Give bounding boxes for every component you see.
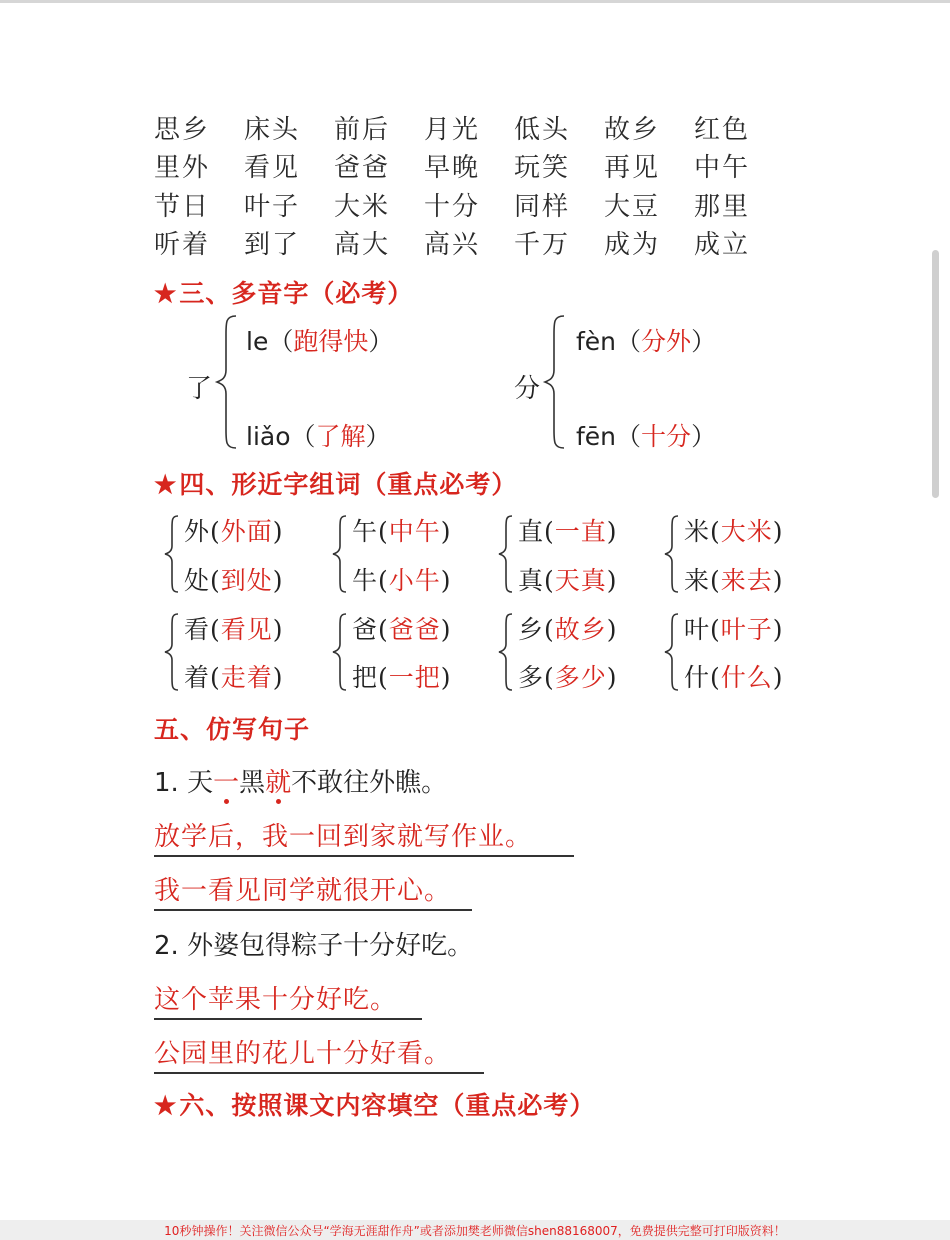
example-word: 多少: [554, 663, 607, 692]
section3-title: 三、多音字（必考）: [179, 279, 414, 308]
word-row: [154, 147, 784, 186]
word-cell: 高兴: [424, 230, 481, 261]
similar-char: 处: [184, 566, 211, 595]
sentence-text: 不敢往外瞧。: [291, 768, 448, 798]
example-word: 什么: [720, 663, 773, 692]
word-cell: 看见: [244, 153, 301, 184]
word-cell: 十分: [424, 191, 481, 222]
word-cell: 那里: [694, 191, 751, 222]
similar-char-item: 看(看见): [184, 615, 284, 644]
word-cell: 大豆: [604, 191, 661, 222]
similar-char-item: 外(外面): [184, 517, 284, 546]
word-row: [154, 108, 784, 147]
word-cell: 叶子: [244, 191, 301, 222]
similar-char-item: 来(来去): [684, 566, 784, 595]
example-word: 到处: [220, 566, 273, 595]
word-cell: 前后: [334, 114, 391, 145]
paren: ）: [365, 422, 391, 451]
section3-heading: [154, 274, 413, 310]
similar-char-item: 午(中午): [352, 517, 452, 546]
example-word: 十分: [641, 422, 692, 451]
sentence-number: 1.: [154, 768, 179, 798]
example-word: 小牛: [388, 566, 441, 595]
example-sentence-2: [154, 925, 473, 962]
word-cell: 同样: [514, 191, 571, 222]
similar-char: 爸: [352, 615, 379, 644]
example-word: 中午: [388, 517, 441, 546]
star-icon: ★: [154, 279, 178, 308]
similar-char: 午: [352, 517, 379, 546]
sentence-text: 天: [187, 768, 214, 798]
similar-char: 叶: [684, 615, 711, 644]
top-divider: [0, 0, 950, 3]
paren: ）: [691, 422, 717, 451]
paren: （: [616, 327, 642, 356]
similar-char: 直: [518, 517, 545, 546]
similar-char: 多: [518, 663, 545, 692]
similar-char-item: 叶(叶子): [684, 615, 784, 644]
word-cell: 床头: [244, 114, 301, 145]
paren: （: [290, 422, 316, 451]
similar-char-item: 爸(爸爸): [352, 615, 452, 644]
sentence-text: 外婆包得粽子十分好吃。: [187, 931, 474, 961]
similar-char: 牛: [352, 566, 379, 595]
pinyin: fèn: [576, 327, 617, 356]
similar-char: 米: [684, 517, 711, 546]
example-word: 外面: [220, 517, 273, 546]
example-word: 分外: [641, 327, 692, 356]
example-word: 爸爸: [388, 615, 441, 644]
pinyin-item: [246, 322, 393, 358]
curly-brace: [214, 314, 240, 450]
similar-char-item: 米(大米): [684, 517, 784, 546]
example-word: 走着: [220, 663, 273, 692]
similar-char-item: 处(到处): [184, 566, 284, 595]
curly-brace: [542, 314, 568, 450]
word-cell: 大米: [334, 191, 391, 222]
example-word: 一直: [554, 517, 607, 546]
curly-brace: [496, 612, 514, 692]
paren: ）: [368, 327, 394, 356]
polyphone-char: 了: [186, 374, 213, 404]
emphasis-word: 就: [265, 768, 292, 798]
sentence-text: 黑: [239, 768, 266, 798]
similar-char-item: 直(一直): [518, 517, 618, 546]
word-cell: 中午: [694, 153, 751, 184]
pinyin-item: [246, 417, 391, 453]
similar-char: 真: [518, 566, 545, 595]
example-word: 大米: [720, 517, 773, 546]
answer-line: 放学后，我一回到家就写作业。: [154, 816, 574, 857]
pinyin-item: [576, 322, 716, 358]
word-cell: 听着: [154, 230, 211, 261]
similar-char-item: 把(一把): [352, 663, 452, 692]
similar-char-item: 真(天真): [518, 566, 618, 595]
similar-char: 什: [684, 663, 711, 692]
word-cell: 爸爸: [334, 153, 391, 184]
pinyin-item: [576, 417, 716, 453]
word-cell: 节日: [154, 191, 211, 222]
similar-char: 着: [184, 663, 211, 692]
similar-char-item: 多(多少): [518, 663, 618, 692]
section6-heading: [154, 1086, 595, 1122]
word-cell: 再见: [604, 153, 661, 184]
curly-brace: [162, 612, 180, 692]
pinyin: le: [246, 327, 269, 356]
similar-char: 把: [352, 663, 379, 692]
example-word: 来去: [720, 566, 773, 595]
word-cell: 成为: [604, 230, 661, 261]
example-word: 故乡: [554, 615, 607, 644]
curly-brace: [330, 514, 348, 594]
curly-brace: [496, 514, 514, 594]
example-word: 天真: [554, 566, 607, 595]
answer-line: 这个苹果十分好吃。: [154, 979, 422, 1020]
sentence-number: 2.: [154, 931, 179, 961]
example-word: 一把: [388, 663, 441, 692]
word-row: [154, 224, 784, 263]
star-icon: ★: [154, 470, 178, 499]
section4-heading: [154, 465, 517, 501]
answer-line: 我一看见同学就很开心。: [154, 870, 472, 911]
footer-notice: 10秒钟操作！关注微信公众号“学海无涯甜作舟”或者添加樊老师微信shen88168007，免费提供完整可打印版资料！: [164, 1224, 786, 1238]
similar-char: 外: [184, 517, 211, 546]
curly-brace: [330, 612, 348, 692]
example-word: 看见: [220, 615, 273, 644]
section4-title: 四、形近字组词（重点必考）: [179, 470, 518, 499]
word-cell: 成立: [694, 230, 751, 261]
example-word: 了解: [315, 422, 366, 451]
word-cell: 到了: [244, 230, 301, 261]
similar-char-item: 什(什么): [684, 663, 784, 692]
curly-brace: [162, 514, 180, 594]
paren: （: [268, 327, 294, 356]
curly-brace: [662, 612, 680, 692]
word-cell: 早晚: [424, 153, 481, 184]
similar-char-item: 乡(故乡): [518, 615, 618, 644]
emphasis-word: 一: [213, 768, 240, 798]
similar-char: 看: [184, 615, 211, 644]
pinyin: fēn: [576, 422, 617, 451]
word-cell: 月光: [424, 114, 481, 145]
example-word: 跑得快: [293, 327, 369, 356]
similar-char: 来: [684, 566, 711, 595]
scrollbar-thumb[interactable]: [932, 250, 939, 498]
similar-char-item: 着(走着): [184, 663, 284, 692]
star-icon: ★: [154, 1091, 178, 1120]
pinyin: liǎo: [246, 422, 291, 451]
word-cell: 低头: [514, 114, 571, 145]
word-table: [154, 108, 784, 262]
section6-title: 六、按照课文内容填空（重点必考）: [179, 1091, 596, 1120]
polyphone-char: 分: [514, 374, 541, 404]
paren: （: [616, 422, 642, 451]
example-word: 叶子: [720, 615, 773, 644]
similar-char-item: 牛(小牛): [352, 566, 452, 595]
curly-brace: [662, 514, 680, 594]
section5-heading: [154, 710, 310, 746]
paren: ）: [691, 327, 717, 356]
word-cell: 思乡: [154, 114, 211, 145]
example-sentence-1: [154, 762, 447, 799]
word-cell: 玩笑: [514, 153, 571, 184]
section5-title: 五、仿写句子: [154, 715, 311, 744]
word-cell: 故乡: [604, 114, 661, 145]
word-cell: 高大: [334, 230, 391, 261]
similar-char: 乡: [518, 615, 545, 644]
word-cell: 千万: [514, 230, 571, 261]
word-cell: 里外: [154, 153, 211, 184]
word-row: [154, 185, 784, 224]
word-cell: 红色: [694, 114, 751, 145]
answer-line: 公园里的花儿十分好看。: [154, 1033, 484, 1074]
